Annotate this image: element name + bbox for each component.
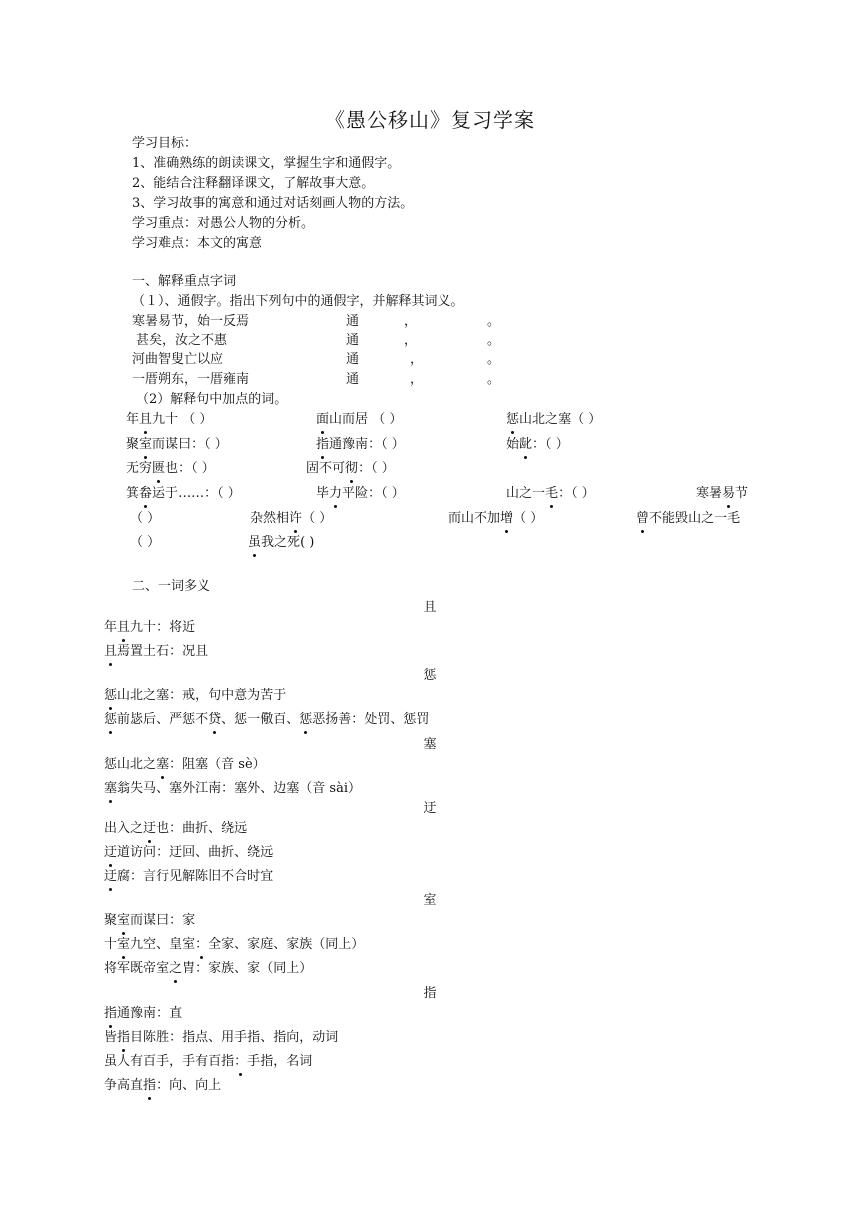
interp-item: 惩山北之塞（ ） [506,410,601,430]
interp-item: 杂然相许（ ） [250,509,332,529]
emphasis-char: 匮 [152,459,165,479]
interp-item: 指通豫南：（ ） [316,435,405,455]
interp-item: 曾不能毁山之一毛 [636,509,740,529]
emphasis-char: ： [234,1052,247,1072]
goal-item: 3、学习故事的寓意和通过对话刻画人物的方法。 [132,196,414,211]
emphasis-char: 力 [329,484,342,504]
emphasis-char: 室 [117,911,130,931]
polysemy-item: 皆指目陈胜：指点、用手指、指向，动词 [104,1028,338,1048]
polysemy-item: 且焉置土石：况且 [104,642,208,662]
page-title: 《愚公移山》复习学案 [325,108,535,132]
polysemy-item: 聚室而谋曰：家 [104,911,195,931]
emphasis-char: 易 [722,484,735,504]
polysemy-item: 年且九十：将近 [104,618,195,638]
emphasis-char: 毛 [545,484,558,504]
emphasis-char: 迂 [104,867,117,887]
interp-item: 年且九十 （ ） [126,410,212,430]
polysemy-char: 惩 [423,668,437,683]
goals-heading: 学习目标： [132,136,198,151]
section1-sub2: （2）解释句中加点的词。 [136,392,288,407]
polysemy-char: 室 [423,893,437,908]
tongjia-sentence: 河曲智叟亡以应 [132,352,224,367]
section1-sub1: （１）、通假字。指出下列句中的通假字，并解释其词义。 [132,294,464,309]
polysemy-item: 十室九空、皇室：全家、家庭、家族（同上） [104,935,364,955]
emphasis-char: 迂 [104,843,117,863]
tongjia-tong: 通 [346,314,360,329]
emphasis-char: 惩 [299,710,312,730]
emphasis-char: 指 [316,435,329,455]
emphasis-char: 且 [139,410,152,430]
emphasis-char: 曾 [636,509,649,529]
polysemy-item: 争高直指：向、向上 [104,1076,221,1096]
emphasis-char: 面 [316,410,329,430]
emphasis-char: 塞 [156,755,169,775]
emphasis-char: 塞 [104,779,117,799]
tongjia-period: 。 [487,352,501,367]
interp-item: 山之一毛：（ ） [506,484,595,504]
polysemy-item: 惩前毖后、严惩不贷、惩一儆百、惩恶扬善：处罚、惩罚 [104,710,429,730]
emphasis-char: 指 [143,1076,156,1096]
polysemy-char: 塞 [423,737,437,752]
tongjia-comma: ， [410,372,424,387]
tongjia-tong: 通 [346,372,360,387]
emphasis-char: 龀 [519,435,532,455]
section2-heading: 二、一词多义 [132,579,211,594]
tongjia-period: 。 [487,333,501,348]
interp-item: 面山而居 （ ） [316,410,402,430]
interp-item: （ ） [130,511,161,526]
polysemy-item: 将军既帝室之胄：家族、家（同上） [104,959,312,979]
tongjia-comma: ， [410,352,424,367]
goal-item: 2、能结合注释翻译课文，了解故事大意。 [132,176,375,191]
polysemy-item: 塞翁失马、塞外江南：塞外、边塞（音 sài） [104,779,361,799]
emphasis-char: 彻 [345,459,358,479]
tongjia-comma: ， [404,333,418,348]
tongjia-sentence: 寒暑易节，始一反焉 [132,314,250,329]
interp-item: 固不可彻：（ ） [306,459,395,479]
emphasis-char: 惩 [104,686,117,706]
emphasis-char: 迂 [143,819,156,839]
polysemy-item: 虽人有百手，手有百指：手指，名词 [104,1052,312,1072]
emphasis-char: 之 [169,959,182,979]
emphasis-char: 增 [500,509,513,529]
emphasis-char: 室 [139,435,152,455]
section1-heading: 一、解释重点字词 [132,274,237,289]
interp-item: 毕力平险：（ ） [316,484,405,504]
tongjia-sentence: 一厝朔东，一厝雍南 [132,372,250,387]
polysemy-item: 迂腐：言行见解陈旧不合时宜 [104,867,273,887]
emphasis-char: 指 [104,1004,117,1024]
learning-focus: 学习重点：对愚公人物的分析。 [132,216,315,231]
interp-item: 始龀：（ ） [506,435,569,455]
polysemy-char: 迂 [423,801,437,816]
polysemy-item: 惩山北之塞：戒，句中意为苦于 [104,686,286,706]
interp-item: 虽我之死( ) [248,533,314,553]
emphasis-char: 惩 [506,410,519,430]
emphasis-char: ： [195,935,208,955]
tongjia-sentence: 甚矣，汝之不惠 [136,333,228,348]
polysemy-item: 出入之迂也：曲折、绕远 [104,819,247,839]
emphasis-char: 虽 [248,533,261,553]
emphasis-char: 且 [104,642,117,662]
emphasis-char: 且 [117,618,130,638]
tongjia-period: 。 [487,372,501,387]
polysemy-item: 惩山北之塞：阻塞（音 sè） [104,755,266,775]
interp-item: 聚室而谋曰：（ ） [126,435,228,455]
emphasis-char: 贷 [208,710,221,730]
emphasis-char: 惩 [104,710,117,730]
interp-item: （ ） [130,535,161,550]
emphasis-char: 室 [117,935,130,955]
polysemy-item: 指通豫南：直 [104,1004,182,1024]
interp-item: 寒暑易节 [696,484,748,504]
polysemy-char: 指 [423,986,437,1001]
tongjia-period: 。 [487,314,501,329]
goal-item: 1、准确熟练的朗读课文，掌握生字和通假字。 [132,156,401,171]
polysemy-item: 迂道访问：迂回、曲折、绕远 [104,843,273,863]
interp-item: 箕畚运于……：（ ） [126,484,241,504]
polysemy-char: 且 [423,600,437,615]
emphasis-char: 许 [289,509,302,529]
emphasis-char: 指 [117,1028,130,1048]
tongjia-tong: 通 [346,333,360,348]
interp-item: 无穷匮也：（ ） [126,459,215,479]
learning-difficulty: 学习难点：本文的寓意 [132,236,263,251]
tongjia-comma: ， [404,314,418,329]
tongjia-tong: 通 [346,352,360,367]
interp-item: 而山不加增（ ） [448,509,543,529]
emphasis-char: 畚 [139,484,152,504]
